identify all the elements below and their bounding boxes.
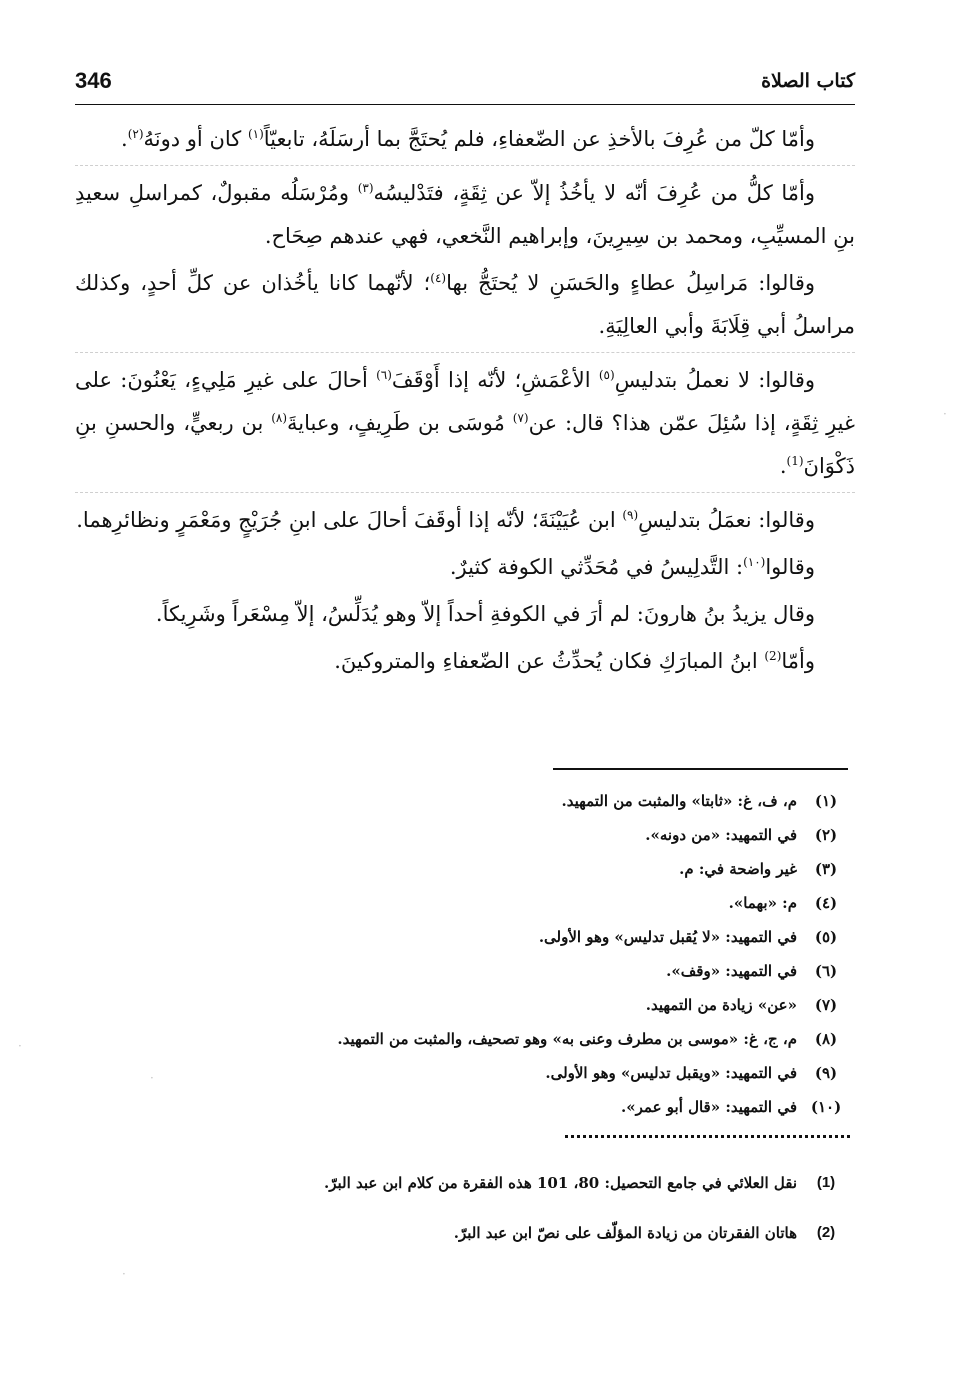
- footnote-text: في التمهيد: «من دونه».: [645, 826, 797, 844]
- footnote-number: (٢): [814, 826, 838, 844]
- main-text: [75, 118, 855, 687]
- footnote-ref: (١٠): [743, 555, 766, 569]
- paragraph: وقالوا: لا نعملُ بتدليسِ$^{(٥)}$ الأعْمَشِ؛ لأنّه إذا أَوْقَفَ$^{(٦)}$ أحالَ على غيرِ مَلِيءٍ، يَعْنُونَ: على غيرِ ثِقَةٍ، إذا سُئِلَ عمّن هذا؟ قال: عن$^{(٧)}$ مُوسَى بن طَرِيفٍ، وعبايةَ$^{(٨)}$ بن ربعيٍّ، والحسنِ بنِ ذَكْوَانَ$^{(1)}$.: [75, 352, 855, 488]
- footnote-number: (٣): [814, 860, 838, 878]
- footnote-text: م: «بهما».: [728, 894, 797, 912]
- footnote-number: (٦): [814, 962, 838, 980]
- footnote: [75, 988, 855, 1022]
- scan-speck: ·: [150, 1071, 154, 1085]
- editor-note-number: (1): [816, 1174, 836, 1191]
- footnote-text: في التمهيد: «قال أبو عمر».: [621, 1098, 797, 1116]
- footnote-text: «عن» زيادة من التمهيد.: [645, 996, 797, 1014]
- footnote-ref: (٢): [127, 127, 144, 141]
- editor-note-number: (2): [816, 1224, 836, 1241]
- footnote-text: في التمهيد: «وقف».: [666, 962, 797, 980]
- footnote-ref: (٧): [512, 411, 529, 425]
- footnote: [75, 1056, 855, 1090]
- footnote-text: م، ج، غ: «موسى بن مطرف وعنى به» وهو تصحيف، والمثبت من التمهيد.: [337, 1030, 797, 1048]
- scan-speck: ·: [122, 1267, 126, 1281]
- footnote-divider: [553, 768, 848, 770]
- footnote: [75, 920, 855, 954]
- footnote-ref: (٨): [271, 411, 288, 425]
- footnote-text: في التمهيد: «ويقبل تدليس» وهو الأولى.: [545, 1064, 797, 1082]
- running-header: [75, 66, 855, 105]
- footnote-ref: (٣): [357, 181, 374, 195]
- editor-notes: [75, 1158, 855, 1258]
- footnote-number: (٥): [814, 928, 838, 946]
- footnote: [75, 954, 855, 988]
- footnote-ref: (٥): [598, 368, 615, 382]
- scan-speck: ·: [943, 407, 947, 421]
- footnote: [75, 886, 855, 920]
- scan-speck: ·: [18, 1039, 22, 1053]
- footnote-ref: (٩): [622, 508, 639, 522]
- footnote-text: في التمهيد: «لا يُقبل تدليس» وهو الأولى.: [538, 928, 797, 946]
- paragraph: وقالوا: نعمَلُ بتدليسِ$^{(٩)}$ ابن عُيَيْنَةَ؛ لأنّه إذا أوقَفَ أحالَ على ابنِ جُرَيْجٍ ومَعْمَرٍ ونظائرِهما.: [75, 492, 855, 542]
- footnote-ref: (٦): [376, 368, 392, 382]
- editor-note: [75, 1208, 855, 1258]
- paragraph: وأمّا كلّ من عُرِفَ بالأخذِ عن الضّعفاءِ، فلم يُحتَجَّ بما أرسَلَهُ، تابعيّاً$^{(١)}$ كان أو دونَهُ$^{(٢)}$.: [121, 127, 815, 151]
- footnote-text: غير واضحة في: م.: [679, 860, 797, 878]
- footnote-ref: (١): [247, 127, 264, 141]
- footnote-ref: (2): [764, 649, 782, 663]
- paragraph: وأمّا$^{(2)}$ ابنُ المبارَكِ فكان يُحدِّثُ عن الضّعفاءِ والمتروكينَ.: [334, 649, 815, 673]
- footnote: [75, 852, 855, 886]
- footnote: [75, 818, 855, 852]
- footnote-text: م، ف، غ: «ثابتا» والمثبت من التمهيد.: [561, 792, 797, 810]
- footnote-number: (٩): [814, 1064, 838, 1082]
- footnote-ref: (1): [786, 454, 804, 468]
- footnotes: [75, 784, 855, 1124]
- footnote: [75, 784, 855, 818]
- paragraph: وقالوا: مَراسِلُ عطاءٍ والحَسَنِ لا يُحتَجُّ بها$^{(٤)}$؛ لأنّهما كانا يأخُذان عن كلِّ أحدٍ، وكذلك مراسلُ أبي قِلَابَةَ وأبي العالِيَةِ.: [75, 271, 855, 338]
- footnote-number: (١٠): [810, 1098, 842, 1116]
- footnote-number: (٤): [814, 894, 838, 912]
- paragraph: وقالوا$^{(١٠)}$: التَّدلِيسُ في مُحَدِّثي الكوفة كثيرٌ.: [449, 555, 815, 579]
- footnote: [75, 1090, 855, 1124]
- editor-note: [75, 1158, 855, 1208]
- editor-note-text: نقل العلائي في جامع التحصيل: 80، 101 هذه الفقرة من كلام ابن عبد البرّ.: [324, 1174, 797, 1192]
- paragraph: وقال يزيدُ بنُ هارونَ: لم أرَ في الكوفةِ أحداً إلاّ وهو يُدَلِّسُ، إلاّ مِسْعَراً وشَرِيكاً.: [155, 602, 815, 626]
- running-title: كتاب الصلاة: [761, 70, 855, 92]
- editor-note-text: هاتان الفقرتان من زيادة المؤلّف على نصّ ابن عبد البرّ.: [453, 1224, 797, 1242]
- paragraph: وأمّا كلُّ من عُرِفَ أنّه لا يأخُذُ إلاّ عن ثِقَةٍ، فتَدْليسُه$^{(٣)}$ ومُرْسَلُه مقبولٌ، كمراسلِ سعيدِ بنِ المسيِّبِ، ومحمد بن سِيرِينَ، وإبراهيم النَّخعي، فهي عندهم صِحَاح.: [75, 165, 855, 258]
- footnote: [75, 1022, 855, 1056]
- footnote-number: (٧): [814, 996, 838, 1014]
- footnote-number: (١): [814, 792, 838, 810]
- footnote-number: (٨): [814, 1030, 838, 1048]
- dotted-divider: [565, 1135, 850, 1138]
- page-number: 346: [75, 68, 112, 93]
- footnote-ref: (٤): [430, 271, 447, 285]
